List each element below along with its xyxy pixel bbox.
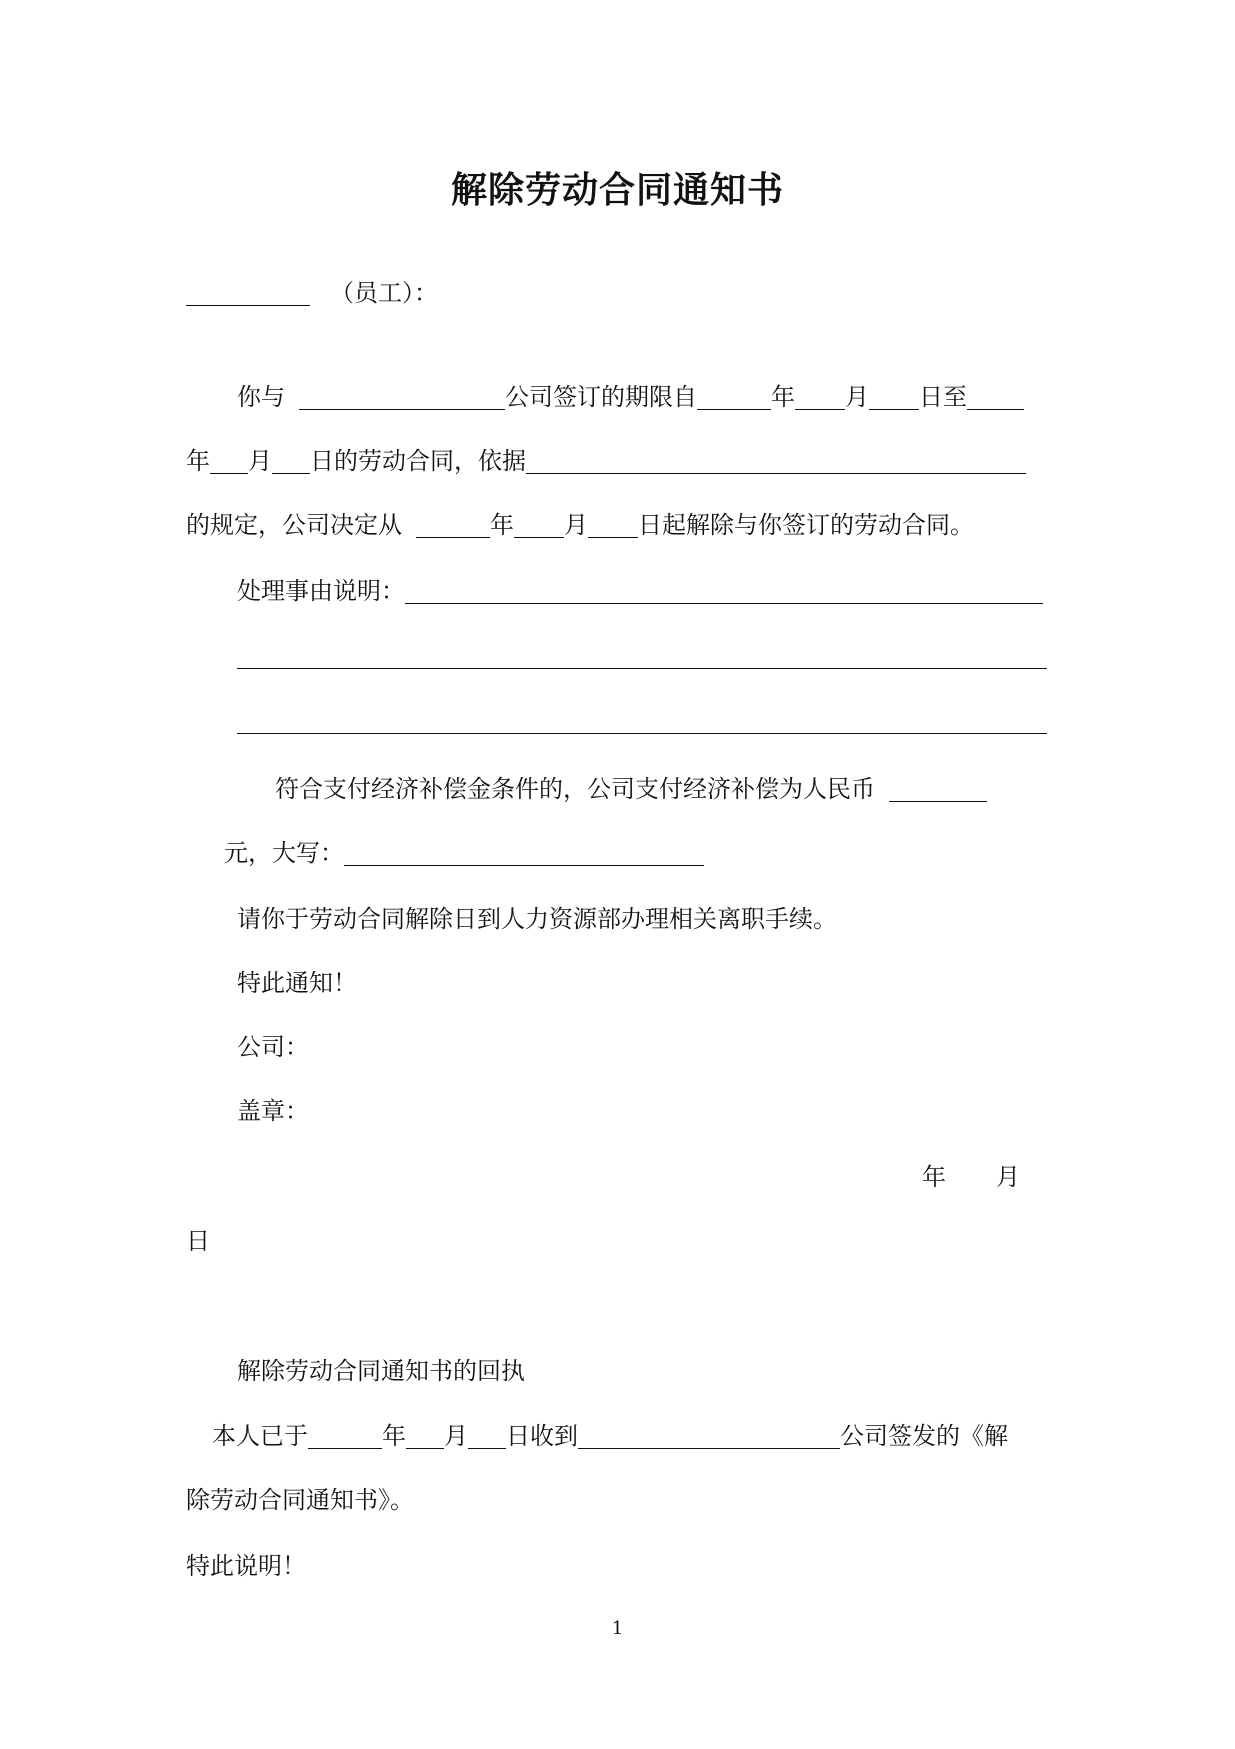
notice-end-text: 特此通知！ <box>237 969 357 997</box>
legal-basis-blank[interactable] <box>526 447 1026 474</box>
receipt-text: 年 <box>382 1422 406 1450</box>
compensation-text: 元，大写： <box>224 839 344 867</box>
date-day-line <box>186 1224 210 1258</box>
receipt-year-blank[interactable] <box>308 1422 382 1449</box>
para1-line3 <box>186 508 974 542</box>
receipt-end-line <box>186 1549 306 1583</box>
para1-text: 日起解除与你签订的劳动合同。 <box>638 511 974 539</box>
para1-text: 年 <box>186 447 210 475</box>
receipt-text: 本人已于 <box>212 1422 308 1450</box>
receipt-title-line <box>237 1354 525 1388</box>
para1-text: 年 <box>771 383 795 411</box>
para1-text: 的规定，公司决定从 <box>186 511 402 539</box>
end-month-blank[interactable] <box>210 447 248 474</box>
para1-text: 日的劳动合同，依据 <box>310 447 526 475</box>
compensation-text: 符合支付经济补偿金条件的，公司支付经济补偿为人民币 <box>275 775 875 803</box>
end-day-blank[interactable] <box>272 447 310 474</box>
para1-line2 <box>186 444 1026 478</box>
compensation-line2 <box>224 836 704 870</box>
receipt-text: 日收到 <box>506 1422 578 1450</box>
date-line <box>922 1160 1020 1194</box>
seal-label: 盖章： <box>237 1097 309 1125</box>
receipt-month-blank[interactable] <box>406 1422 444 1449</box>
receipt-text: 除劳动合同通知书》。 <box>186 1486 414 1514</box>
para1-text: 月 <box>845 383 869 411</box>
para1-text: 月 <box>564 511 588 539</box>
employee-name-blank[interactable] <box>186 279 310 306</box>
page-number: 1 <box>611 1618 624 1639</box>
instruction-line <box>237 902 837 936</box>
receipt-title: 解除劳动合同通知书的回执 <box>237 1357 525 1385</box>
para1-line1 <box>237 380 1024 414</box>
document-title: 解除劳动合同通知书 <box>450 169 784 211</box>
reason-label: 处理事由说明： <box>237 577 405 605</box>
instruction-text: 请你于劳动合同解除日到人力资源部办理相关离职手续。 <box>237 905 837 933</box>
para1-text: 月 <box>248 447 272 475</box>
para1-text: 你与 <box>237 383 285 411</box>
reason-blank-2[interactable] <box>237 668 1047 669</box>
receipt-line1 <box>212 1419 1008 1453</box>
receipt-line2 <box>186 1483 414 1517</box>
para1-text: 年 <box>490 511 514 539</box>
start-year-blank[interactable] <box>697 383 771 410</box>
date-day-label: 日 <box>186 1227 210 1255</box>
addressee-line <box>186 276 438 310</box>
start-month-blank[interactable] <box>795 383 845 410</box>
receipt-end-text: 特此说明！ <box>186 1552 306 1580</box>
reason-blank-3[interactable] <box>237 733 1047 734</box>
end-year-blank[interactable] <box>967 383 1024 410</box>
reason-line <box>237 574 1043 608</box>
addressee-suffix: （员工）： <box>330 279 438 307</box>
seal-line <box>237 1094 309 1128</box>
receipt-text: 公司签发的《解 <box>840 1422 1008 1450</box>
date-year-label: 年 <box>922 1163 946 1191</box>
company-label: 公司： <box>237 1033 309 1061</box>
termination-year-blank[interactable] <box>416 511 490 538</box>
termination-day-blank[interactable] <box>588 511 638 538</box>
compensation-amount-blank[interactable] <box>889 775 987 802</box>
para1-text: 日至 <box>919 383 967 411</box>
para1-text: 公司签订的期限自 <box>505 383 697 411</box>
company-name-blank[interactable] <box>299 383 505 410</box>
reason-blank-1[interactable] <box>405 577 1043 604</box>
receipt-day-blank[interactable] <box>468 1422 506 1449</box>
notice-end-line <box>237 966 357 1000</box>
receipt-company-blank[interactable] <box>578 1422 840 1449</box>
company-line <box>237 1030 309 1064</box>
date-month-label: 月 <box>996 1163 1020 1191</box>
receipt-text: 月 <box>444 1422 468 1450</box>
start-day-blank[interactable] <box>869 383 919 410</box>
termination-month-blank[interactable] <box>514 511 564 538</box>
compensation-line1 <box>275 772 987 806</box>
compensation-words-blank[interactable] <box>344 839 704 866</box>
